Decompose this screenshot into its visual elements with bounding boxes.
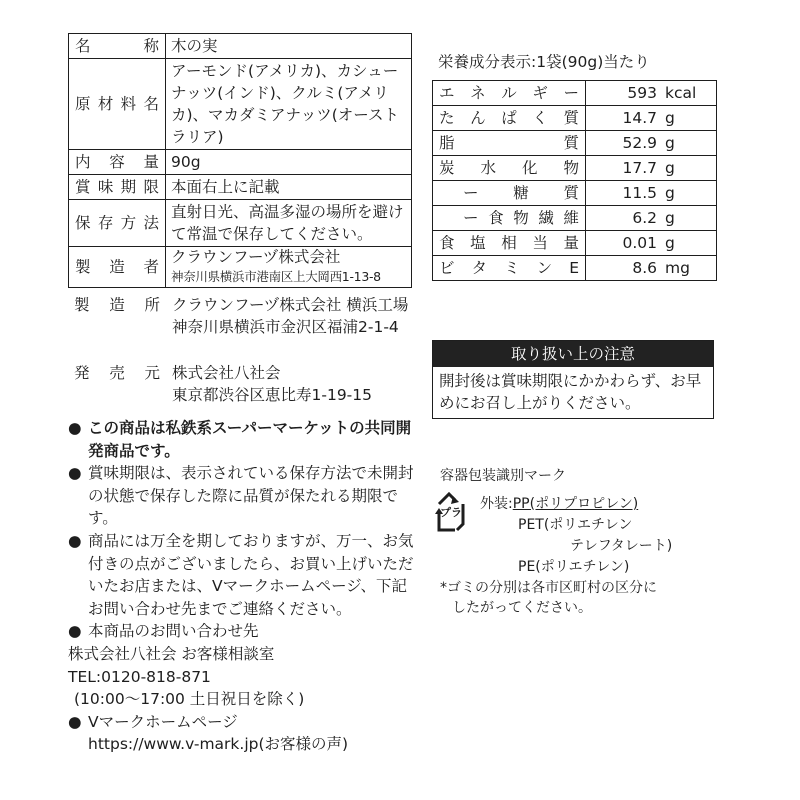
note-item: [68, 462, 418, 530]
bullet: ●: [68, 419, 82, 437]
plastic-mark-text: プラ: [440, 506, 462, 519]
contact-company: 株式会社八社会 お客様相談室: [68, 644, 275, 663]
bullet: ●: [68, 712, 82, 731]
nutrition-title: 栄養成分表示:1袋(90g)当たり: [438, 53, 650, 71]
nutrition-row: [433, 256, 717, 281]
material-pe: PE(ポリエチレン): [518, 559, 630, 575]
product-info-table: [68, 33, 412, 288]
nutrient-unit: g: [665, 184, 675, 202]
maker-label: 製造者: [69, 247, 166, 288]
nutrition-row: [433, 131, 717, 156]
note-item: [68, 530, 418, 620]
name-value: 木の実: [166, 34, 412, 59]
garbage-note: [440, 578, 657, 618]
nutrient-name: エネルギー: [439, 84, 579, 102]
storage-value: 直射日光、高温多湿の場所を避けて常温で保存してください。: [166, 200, 412, 247]
nutrient-value: 11.5: [622, 184, 657, 202]
nutrient-value: 8.6: [632, 259, 657, 277]
nutrition-table: [432, 80, 717, 281]
bbd-label: 賞味期限: [69, 175, 166, 200]
nutrition-row: [433, 231, 717, 256]
caution-box: [432, 340, 714, 419]
notes-list: [68, 417, 418, 756]
packaging-materials: [480, 494, 672, 578]
contact-hours: (10:00〜17:00 土日祝日を除く): [74, 690, 305, 709]
bullet: ●: [68, 464, 82, 483]
bullet: ●: [68, 531, 82, 550]
contact-tel: TEL:0120-818-871: [68, 667, 211, 686]
material-pp: PP(ポリプロピレン): [512, 496, 639, 512]
name-label: 名称: [69, 34, 166, 59]
storage-label: 保存方法: [69, 200, 166, 247]
bbd-value: 本面右上に記載: [166, 175, 412, 200]
nutrient-unit: g: [665, 159, 675, 177]
material-pet: PET(ポリエチレン: [518, 517, 633, 533]
homepage-title: Vマークホームページ: [88, 712, 238, 731]
nutrition-row: [433, 81, 717, 106]
note-item: [68, 711, 418, 756]
note-text: 賞味期限は、表示されている保存方法で未開封の状態で保存した際に品質が保たれる期限です。: [88, 464, 414, 528]
nutrition-row: [433, 206, 717, 231]
material-pet-cont: テレフタレート): [570, 538, 673, 554]
content-value: 90g: [166, 150, 412, 175]
note-text: 商品には万全を期しておりますが、万一、お気付きの点がございましたら、お買い上げいただいたお店または、Vマークホームページ、下記お問い合わせ先までご連絡ください。: [88, 531, 414, 618]
nutrition-row: [433, 106, 717, 131]
note-text: この商品は私鉄系スーパーマーケットの共同開発商品です。: [88, 419, 412, 460]
nutrient-name: 脂質: [439, 134, 579, 152]
seller-block: [74, 362, 372, 406]
nutrient-name: ー糖質: [463, 184, 579, 202]
caution-body: 開封後は賞味期限にかかわらず、お早めにお召し上がりください。: [439, 372, 702, 412]
plant-label: 製造所: [74, 296, 160, 314]
nutrition-row: [433, 156, 717, 181]
bullet: ●: [68, 622, 82, 641]
nutrient-unit: mg: [665, 259, 690, 277]
caution-title: 取り扱い上の注意: [433, 341, 713, 367]
contact-title: 本商品のお問い合わせ先: [88, 622, 259, 641]
garbage-note-line1: *ゴミの分別は各市区町村の区分に: [440, 580, 657, 596]
nutrient-value: 52.9: [622, 134, 657, 152]
ingredients-value: アーモンド(アメリカ)、カシューナッツ(インド)、クルミ(アメリカ)、マカダミアナッツ(オーストラリア): [166, 59, 412, 150]
note-item: [68, 620, 418, 710]
seller-name: 株式会社八社会: [172, 364, 281, 382]
nutrient-name: 食塩相当量: [439, 234, 579, 252]
nutrient-unit: g: [665, 109, 675, 127]
homepage-url: https://www.v-mark.jp(お客様の声): [88, 735, 349, 754]
nutrient-value: 6.2: [632, 209, 657, 227]
nutrient-unit: g: [665, 234, 675, 252]
packaging-title: 容器包装識別マーク: [440, 468, 566, 484]
nutrient-unit: g: [665, 209, 675, 227]
nutrient-unit: g: [665, 134, 675, 152]
seller-address: 東京都渋谷区恵比寿1-19-15: [172, 386, 372, 404]
nutrient-unit: kcal: [665, 84, 697, 102]
seller-label: 発売元: [74, 364, 160, 382]
nutrient-value: 17.7: [622, 159, 657, 177]
plant-address: 神奈川県横浜市金沢区福浦2-1-4: [172, 318, 399, 336]
nutrient-value: 0.01: [622, 234, 657, 252]
nutrient-name: ー食物繊維: [463, 209, 579, 227]
plant-block: [74, 294, 408, 338]
nutrition-row: [433, 181, 717, 206]
outer-label: 外装:: [480, 496, 513, 512]
note-item: [68, 417, 418, 462]
content-label: 内容量: [69, 150, 166, 175]
maker-cell: [166, 247, 412, 288]
maker-name: クラウンフーヅ株式会社: [171, 248, 341, 266]
ingredients-label: 原材料名: [69, 59, 166, 150]
garbage-note-line2: したがってください。: [452, 600, 592, 616]
maker-address: 神奈川県横浜市港南区上大岡西1-13-8: [171, 269, 381, 284]
plastic-recycle-icon: [433, 490, 469, 536]
nutrient-value: 593: [627, 84, 657, 102]
nutrient-name: ビタミンE: [439, 259, 579, 277]
nutrient-name: 炭水化物: [439, 159, 579, 177]
plant-name: クラウンフーヅ株式会社 横浜工場: [172, 296, 409, 314]
nutrient-value: 14.7: [622, 109, 657, 127]
nutrient-name: たんぱく質: [439, 109, 579, 127]
